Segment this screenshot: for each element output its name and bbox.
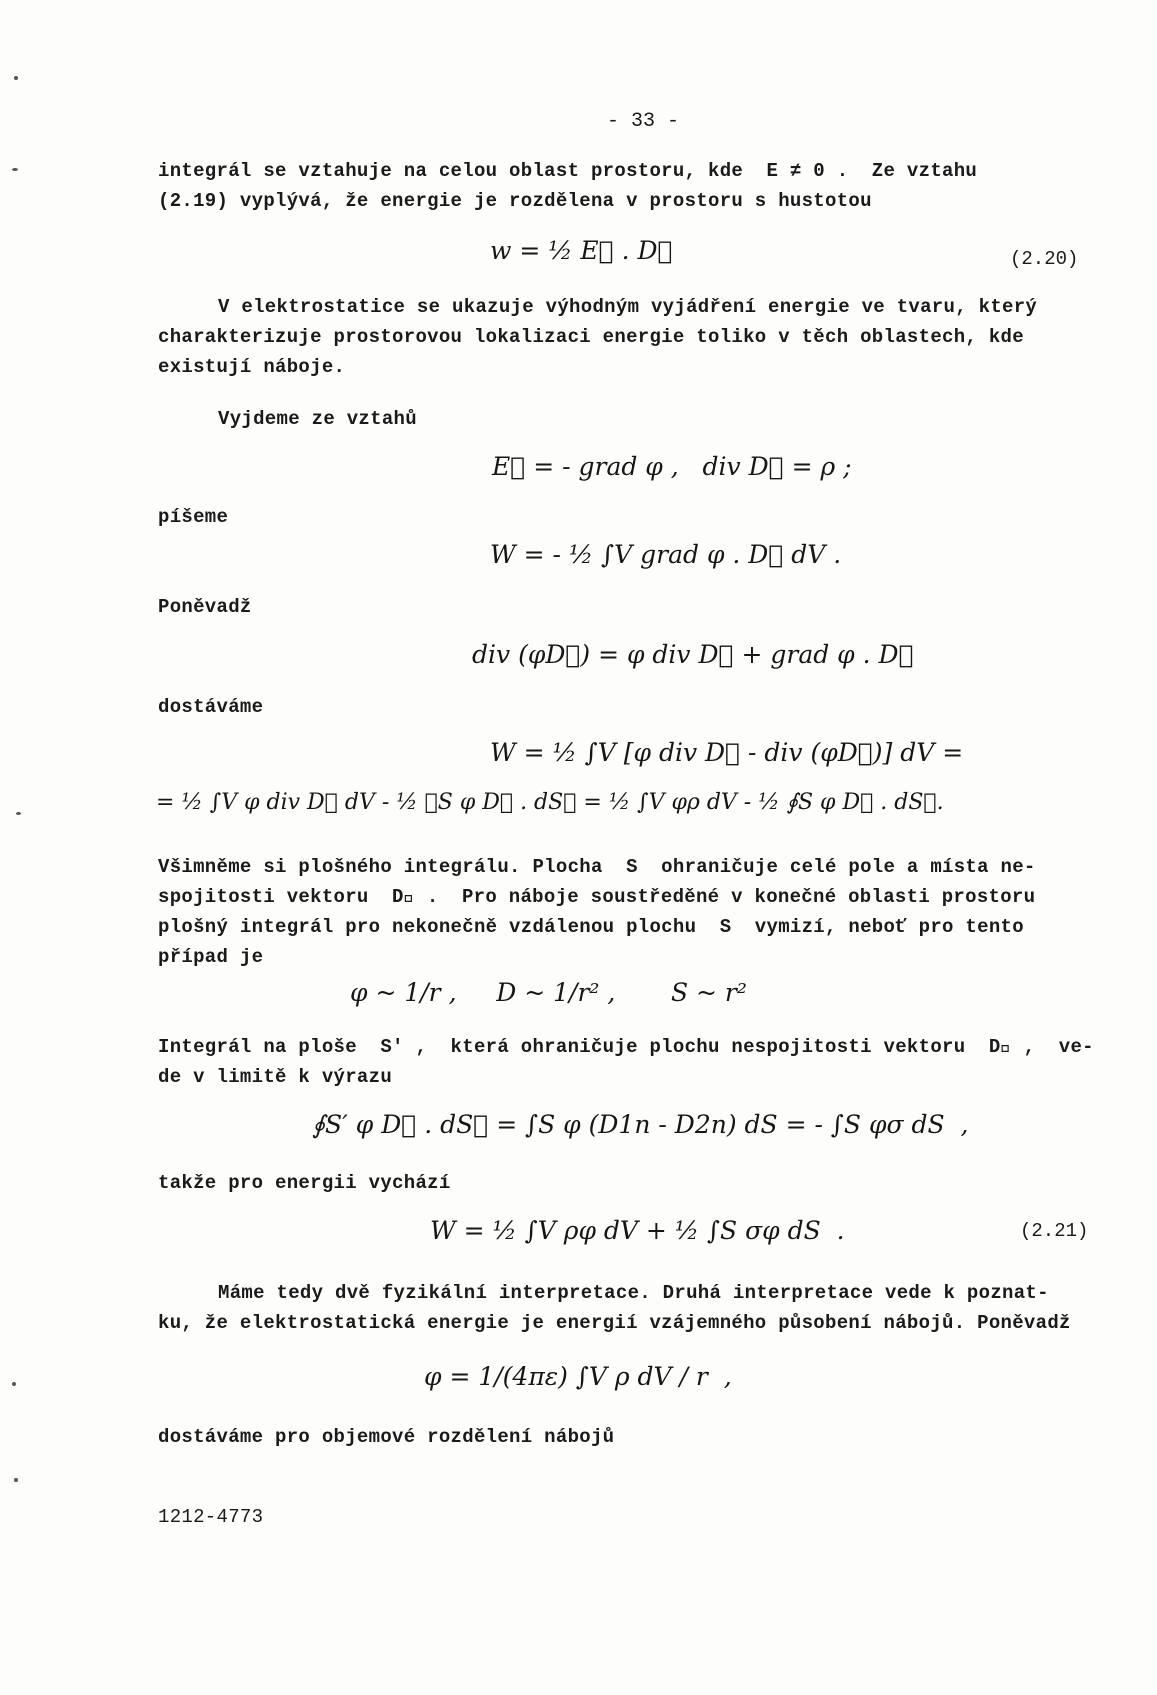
footer-code: 1212-4773 — [158, 1506, 264, 1528]
equation-potential: φ = 1/(4πε) ∫V ρ dV / r , — [424, 1362, 732, 1391]
equation-div-identity: div (φD⃗) = φ div D⃗ + grad φ . D⃗ — [472, 640, 914, 669]
equation-number: (2.20) — [1010, 248, 1079, 270]
paragraph-line: dostáváme — [158, 696, 264, 718]
paragraph-line: píšeme — [158, 506, 229, 528]
equation-energy-expanded: W = ½ ∫V [φ div D⃗ - div (φD⃗)] dV = — [490, 738, 964, 767]
paragraph-line: (2.19) vyplývá, že energie je rozdělena v prostoru s hustotou — [158, 190, 872, 212]
paragraph-line: integrál se vztahuje na celou oblast prostoru, kde E ≠ 0 . Ze vztahu — [158, 160, 978, 182]
paragraph-line: existují náboje. — [158, 356, 346, 378]
scan-speck — [14, 76, 18, 80]
scan-speck — [12, 168, 18, 171]
equation-energy-grad: W = - ½ ∫V grad φ . D⃗ dV . — [490, 540, 842, 569]
paragraph-line: Poněvadž — [158, 596, 252, 618]
page-number: - 33 - — [607, 110, 680, 133]
equation-number: (2.21) — [1020, 1220, 1089, 1242]
paragraph-line: ku, že elektrostatická energie je energií vzájemného působení nábojů. Poněvadž — [158, 1312, 1071, 1334]
paragraph-line: V elektrostatice se ukazuje výhodným vyjádření energie ve tvaru, který — [218, 296, 1038, 318]
scan-speck — [14, 1478, 18, 1482]
paragraph-line: Integrál na ploše S′ , která ohraničuje plochu nespojitosti vektoru D⃗ , ve- — [158, 1036, 1094, 1058]
paragraph-line: plošný integrál pro nekonečně vzdálenou plochu S vymizí, neboť pro tento — [158, 916, 1024, 938]
equation-2-20: w = ½ E⃗ . D⃗ — [490, 236, 673, 265]
paragraph-line: Máme tedy dvě fyzikální interpretace. Druhá interpretace vede k poznat- — [218, 1282, 1049, 1304]
scan-speck — [12, 1382, 16, 1386]
scan-speck — [16, 812, 21, 815]
paragraph-line: případ je — [158, 946, 264, 968]
paragraph-line: de v limitě k výrazu — [158, 1066, 393, 1088]
paragraph-line: dostáváme pro objemové rozdělení nábojů — [158, 1426, 615, 1448]
paragraph-line: Vyjdeme ze vztahů — [218, 408, 417, 430]
paragraph-line: takže pro energii vychází — [158, 1172, 451, 1194]
paragraph-line: charakterizuje prostorovou lokalizaci energie toliko v těch oblastech, kde — [158, 326, 1024, 348]
equation-field-relations: E⃗ = - grad φ , div D⃗ = ρ ; — [492, 452, 852, 481]
equation-2-21: W = ½ ∫V ρφ dV + ½ ∫S σφ dS . — [430, 1216, 845, 1245]
equation-energy-expanded-continued: = ½ ∫V φ div D⃗ dV - ½ ∮S φ D⃗ . dS⃗ = ½ ∫V φρ dV - ½ ∮S φ D⃗ . dS⃗. — [156, 790, 944, 815]
equation-asymptotics: φ ~ 1/r , D ~ 1/r² , S ~ r² — [350, 978, 747, 1007]
equation-surface-limit: ∮S′ φ D⃗ . dS⃗ = ∫S φ (D1n - D2n) dS = - ∫S φσ dS , — [312, 1110, 969, 1139]
paragraph-line: spojitosti vektoru D⃗ . Pro náboje soustředěné v konečné oblasti prostoru — [158, 886, 1036, 908]
paragraph-line: Všimněme si plošného integrálu. Plocha S ohraničuje celé pole a místa ne- — [158, 856, 1036, 878]
